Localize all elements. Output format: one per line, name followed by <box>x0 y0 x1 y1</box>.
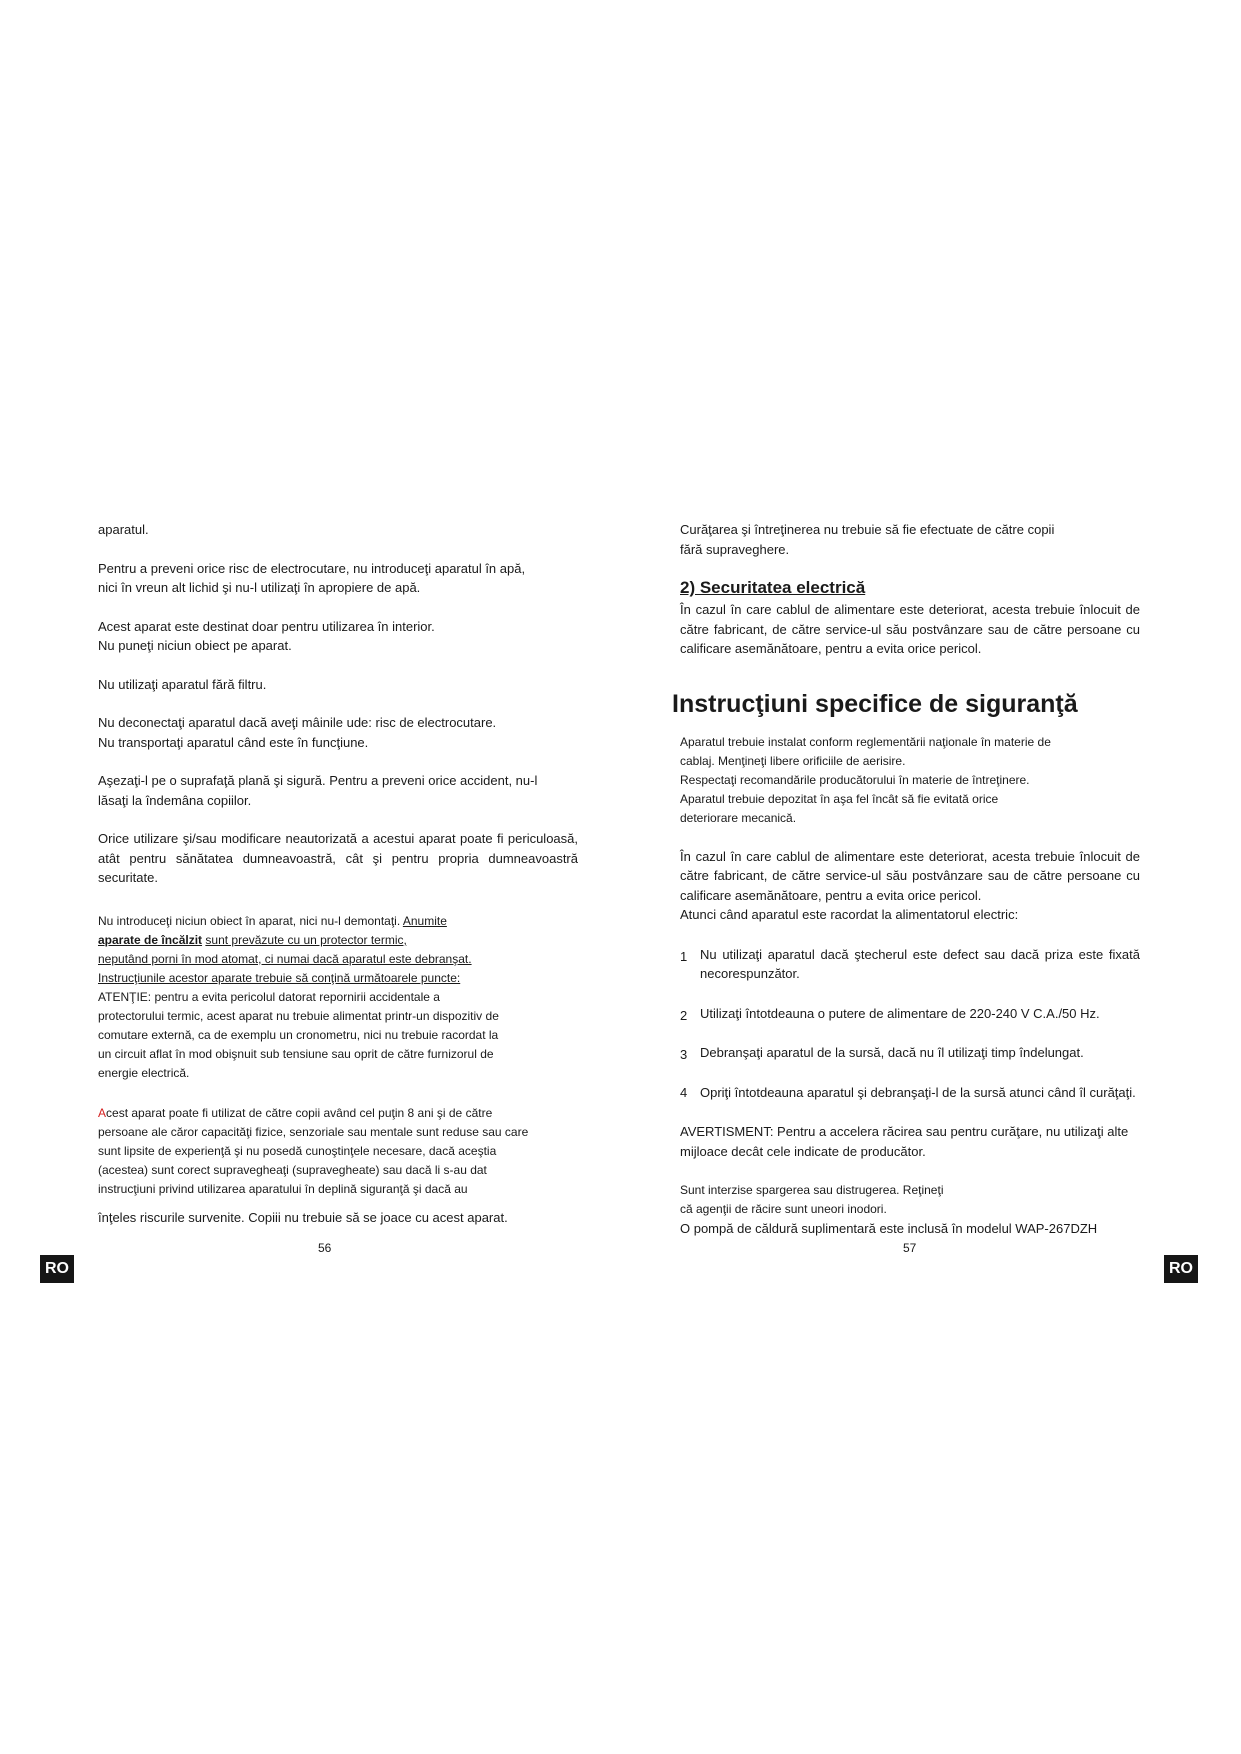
list-item: 3 Debranşaţi aparatul de la sursă, dacă nu îl utilizaţi timp îndelungat. <box>680 1045 1084 1062</box>
page-number: 56 <box>318 1241 332 1255</box>
paragraph: Nu deconectaţi aparatul dacă aveţi mâinile ude: risc de electrocutare. Nu transportaţi aparatul când este în funcţiune. <box>98 715 497 750</box>
paragraph: Sunt interzise spargerea sau distrugerea. Reţineţi că agenţii de răcire sunt uneori inodori. <box>680 1183 944 1216</box>
page-number: 57 <box>903 1241 917 1255</box>
thermal-protector-paragraph: Nu introduceţi niciun obiect în aparat, nici nu-l demontaţi. Anumite aparate de încălzit sunt prevăzute cu un protector termic, neputând porni în mod atomat, ci numai dacă aparatul este debranşat. Instrucţiunile acestor aparate trebuie să conţină următoarele puncte: ATENŢIE: pentru a evita pericolul datorat repornirii accidentale a protectorului termic, acest aparat nu trebuie alimentat printr-un dispozitiv de comutare externă, ca de exemplu un cronometru, nici nu trebuie racordat la un circuit aflat în mod obişnuit sub tensiune sau oprit de către furnizorul de energie electrică. <box>98 913 499 1080</box>
paragraph: În cazul în care cablul de alimentare este deteriorat, acesta trebuie înlocuit de către fabricant, de către service-ul său postvânzare sau de către persoane cu calificare asemănătoare, pentru a evita orice pericol. <box>680 602 1140 656</box>
warning-paragraph: AVERTISMENT: Pentru a accelera răcirea sau pentru curăţare, nu utilizaţi alte mijloace decât cele indicate de producător. <box>680 1124 1129 1159</box>
paragraph: În cazul în care cablul de alimentare este deteriorat, acesta trebuie înlocuit de către fabricant, de către service-ul său postvânzare sau de către persoane cu calificare asemănătoare, pentru a evita orice pericol. <box>680 848 1140 903</box>
paragraph: O pompă de căldură suplimentară este inclusă în modelul WAP-267DZH <box>680 1221 1098 1236</box>
language-badge: RO <box>40 1255 74 1283</box>
paragraph: Curăţarea şi întreţinerea nu trebuie să fie efectuate de către copii fără supraveghere. <box>680 522 1055 557</box>
list-item: 2 Utilizaţi întotdeauna o putere de alimentare de 220-240 V C.A./50 Hz. <box>680 1005 1100 1023</box>
paragraph: Aşezaţi-l pe o suprafaţă plană şi sigură. Pentru a preveni orice accident, nu-l lăsaţi la îndemâna copiilor. <box>98 773 538 808</box>
paragraph: Orice utilizare şi/sau modificare neautorizată a acestui aparat poate fi periculoasă, atât pentru sănătatea dumneavoastră, cât şi pentru propria dumneavoastră securitate. <box>98 831 578 885</box>
paragraph: aparatul. <box>98 522 149 537</box>
paragraph: Atunci când aparatul este racordat la alimentatorul electric: <box>680 907 1019 922</box>
paragraph: înţeles riscurile survenite. Copiii nu trebuie să se joace cu acest aparat. <box>98 1209 508 1225</box>
page-title: Instrucţiuni specifice de siguranţă <box>672 689 1078 718</box>
right-page-text <box>672 520 1140 1239</box>
list-item: 1 Nu utilizaţi aparatul dacă ştecherul este defect sau dacă priza este fixată necorespunzător. <box>680 946 1140 981</box>
language-badge: RO <box>1164 1255 1198 1283</box>
paragraph: Aparatul trebuie instalat conform reglementării naţionale în materie de cablaj. Menţineţi libere orificiile de aerisire. Respectaţi recomandările producătorului în materie de întreţinere. Aparatul trebuie depozitat în aşa fel încât să fie evitată orice deteriorare mecanică. <box>680 734 1051 825</box>
children-warning-paragraph: Acest aparat poate fi utilizat de către copii având cel puţin 8 ani şi de către persoane ale căror capacităţi fizice, senzoriale sau mentale sunt reduse sau care sunt lipsite de experienţă şi nu posedă cunoştinţele necesare, dacă aceştia (acestea) sunt corect supravegheaţi (supravegheate) sau dacă li s-au dat instrucţiuni privind utilizarea aparatului în deplină siguranţă şi dacă au <box>98 1105 529 1196</box>
left-page-text <box>98 520 578 1227</box>
section-title: 2) Securitatea electrică <box>680 578 866 597</box>
paragraph: Pentru a preveni orice risc de electrocutare, nu introduceţi aparatul în apă, nici în vreun alt lichid şi nu-l utilizaţi în apropiere de apă. <box>98 560 526 595</box>
paragraph: Nu utilizaţi aparatul fără filtru. <box>98 676 267 692</box>
paragraph: Acest aparat este destinat doar pentru utilizarea în interior. Nu puneţi niciun obiect pe aparat. <box>98 618 435 653</box>
list-item: 4 Opriţi întotdeauna aparatul şi debranşaţi-l de la sursă atunci când îl curăţaţi. <box>680 1084 1136 1100</box>
